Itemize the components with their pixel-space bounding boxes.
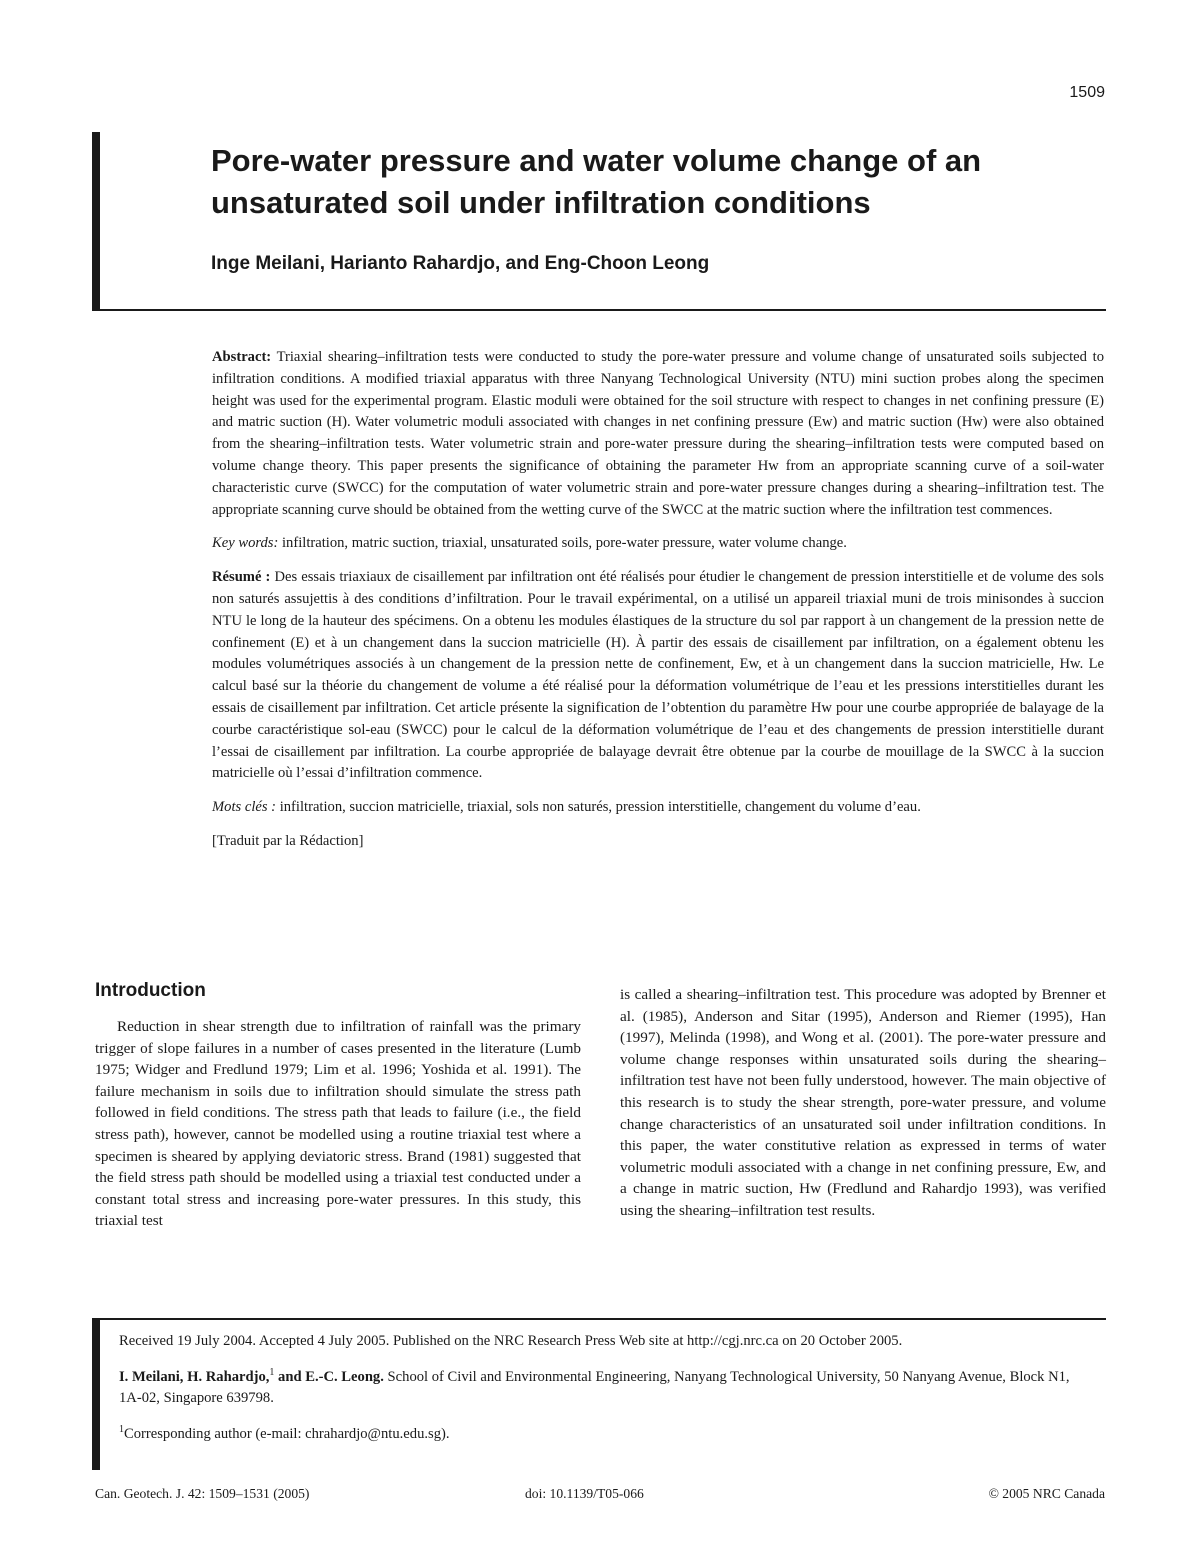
keywords-text: infiltration, matric suction, triaxial, unsaturated soils, pore-water pressure, water volume change.	[282, 535, 847, 552]
footnote-author-names: I. Meilani, H. Rahardjo,	[119, 1368, 270, 1385]
title-side-bar	[92, 132, 100, 310]
author-list: Inge Meilani, Harianto Rahardjo, and Eng-Choon Leong	[211, 253, 710, 274]
corresponding-note	[119, 1419, 1094, 1445]
abstract-text: Triaxial shearing–infiltration tests were conducted to study the pore-water pressure and volume change of unsaturated soils subjected to infiltration conditions. A modified triaxial apparatus with three Nanyang Technological University (NTU) mini suction probes along the specimen height was used for the experimental program. Elastic moduli were obtained for the soil structure with respect to changes in net confining pressure (E) and matric suction (H). Water volumetric moduli associated with changes in net confining pressure (Ew) and matric suction (Hw) were also obtained from the shearing–infiltration tests. Water volumetric strain and pore-water pressure during the shearing–infiltration tests were computed based on volume change theory. This paper presents the significance of obtaining the parameter Hw from an appropriate scanning curve of a soil-water characteristic curve (SWCC) for the computation of water volumetric strain and pore-water pressure changes during a shearing–infiltration test. The appropriate scanning curve should be obtained from the wetting curve of the SWCC at the matric suction where the infiltration test commences.	[212, 349, 1104, 518]
right-column	[620, 984, 1106, 1222]
resume-text: Des essais triaxiaux de cisaillement par infiltration ont été réalisés pour étudier le changement de pression interstitielle et de volume des sols non saturés assujettis à des conditions d’infiltration. Pour le travail expérimental, on a utilisé un appareil triaxial muni de trois minisondes à succion NTU le long de la hauteur des spécimens. On a obtenu les modules élastiques de la structure du sol par rapport à un changement de la pression nette de confinement (E) et à un changement dans la succion matricielle (H). À partir des essais de cisaillement par infiltration, on a également obtenu les modules volumétriques associés à un changement de la pression nette de confinement, Ew, et à un changement dans la succion matricielle, Hw. Le calcul basé sur la théorie du changement de volume a été réalisé pour la déformation volumétrique de l’eau et les pressions interstitielles durant les essais de cisaillement par infiltration. Cet article présente la signification de l’obtention du paramètre Hw pour une courbe appropriée de balayage de la courbe caractéristique sol-eau (SWCC) pour le calcul de la déformation volumétrique de l’eau et des changements de pression interstitielle durant l’essai de cisaillement par infiltration. La courbe appropriée de balayage devrait être obtenue par la courbe de mouillage de la SWCC à la succion matricielle où l’essai d’infiltration commence.	[212, 569, 1104, 782]
mots-cles-text: infiltration, succion matricielle, triaxial, sols non saturés, pression interstitielle, changement du volume d’eau.	[279, 799, 921, 816]
corresponding-footnote-marker: 1	[119, 1423, 124, 1435]
keywords-paragraph	[212, 533, 1104, 555]
author-footnote-marker: 1	[269, 1367, 275, 1378]
keywords-label: Key words:	[212, 535, 279, 552]
received-note: Received 19 July 2004. Accepted 4 July 2005. Published on the NRC Research Press Web site at http://cgj.nrc.ca on 20 October 2005.	[119, 1333, 903, 1349]
introduction-left-paragraph: Reduction in shear strength due to infiltration of rainfall was the primary trigger of slope failures in a number of cases presented in the literature (Lumb 1975; Widger and Fredlund 1979; Lim et al. 1996; Yoshida et al. 1991). The failure mechanism in soils due to infiltration should simulate the stress path followed in field conditions. The stress path that leads to failure (i.e., the field stress path), however, cannot be modelled using a routine triaxial test where a specimen is sheared by applying deviatoric stress. Brand (1981) suggested that the field stress path should be modelled using a triaxial test conducted under a constant total stress and increasing pore-water pressures. In this study, this triaxial test	[95, 1018, 581, 1230]
corresponding-text: Corresponding author (e-mail: chrahardjo@ntu.edu.sg).	[124, 1425, 450, 1442]
footnote-rule	[92, 1318, 1106, 1320]
introduction-heading: Introduction	[95, 980, 206, 1001]
resume-paragraph	[212, 567, 1104, 785]
paper-title: Pore-water pressure and water volume change of an unsaturated soil under infiltration conditions	[211, 143, 982, 220]
affiliation-note	[119, 1362, 1094, 1409]
abstract-block	[212, 347, 1104, 865]
footnotes	[119, 1331, 1094, 1455]
left-column	[95, 978, 581, 1232]
footnote-author-names-end: and E.-C. Leong.	[274, 1368, 384, 1385]
copyright: © 2005 NRC Canada	[988, 1486, 1105, 1501]
abstract-paragraph	[212, 347, 1104, 521]
mots-cles-label: Mots clés :	[212, 799, 277, 816]
affiliation-text: School of Civil and Environmental Engineering, Nanyang Technological University, 50 Nanyang Avenue, Block N1, 1A-02, Singapore 639798.	[119, 1368, 1070, 1406]
journal-citation: Can. Geotech. J. 42: 1509–1531 (2005)	[95, 1486, 310, 1501]
page-number: 1509	[1069, 84, 1105, 101]
translation-note: [Traduit par la Rédaction]	[212, 832, 364, 849]
introduction-right-paragraph: is called a shearing–infiltration test. This procedure was adopted by Brenner et al. (1985), Anderson and Sitar (1995), Anderson and Riemer (1995), Han (1997), Melinda (1998), and Wong et al. (2001). The pore-water pressure and volume change responses within unsaturated soils during the shearing–infiltration test have not been fully understood, however. The main objective of this research is to study the shear strength, pore-water pressure, and volume change characteristics of an unsaturated soil under infiltration conditions. In this paper, the water constitutive relation as expressed in terms of water volumetric moduli associated with a change in net confining pressure, Ew, and a change in matric suction, Hw (Fredlund and Rahardjo 1993), was verified using the shearing–infiltration test results.	[620, 986, 1106, 1219]
doi[interactable]: doi: 10.1139/T05-066	[525, 1486, 644, 1501]
abstract-label: Abstract:	[212, 349, 272, 365]
mots-cles-paragraph	[212, 797, 1104, 819]
title-rule	[92, 309, 1106, 311]
footnote-side-bar	[92, 1318, 100, 1470]
resume-label: Résumé :	[212, 569, 271, 586]
